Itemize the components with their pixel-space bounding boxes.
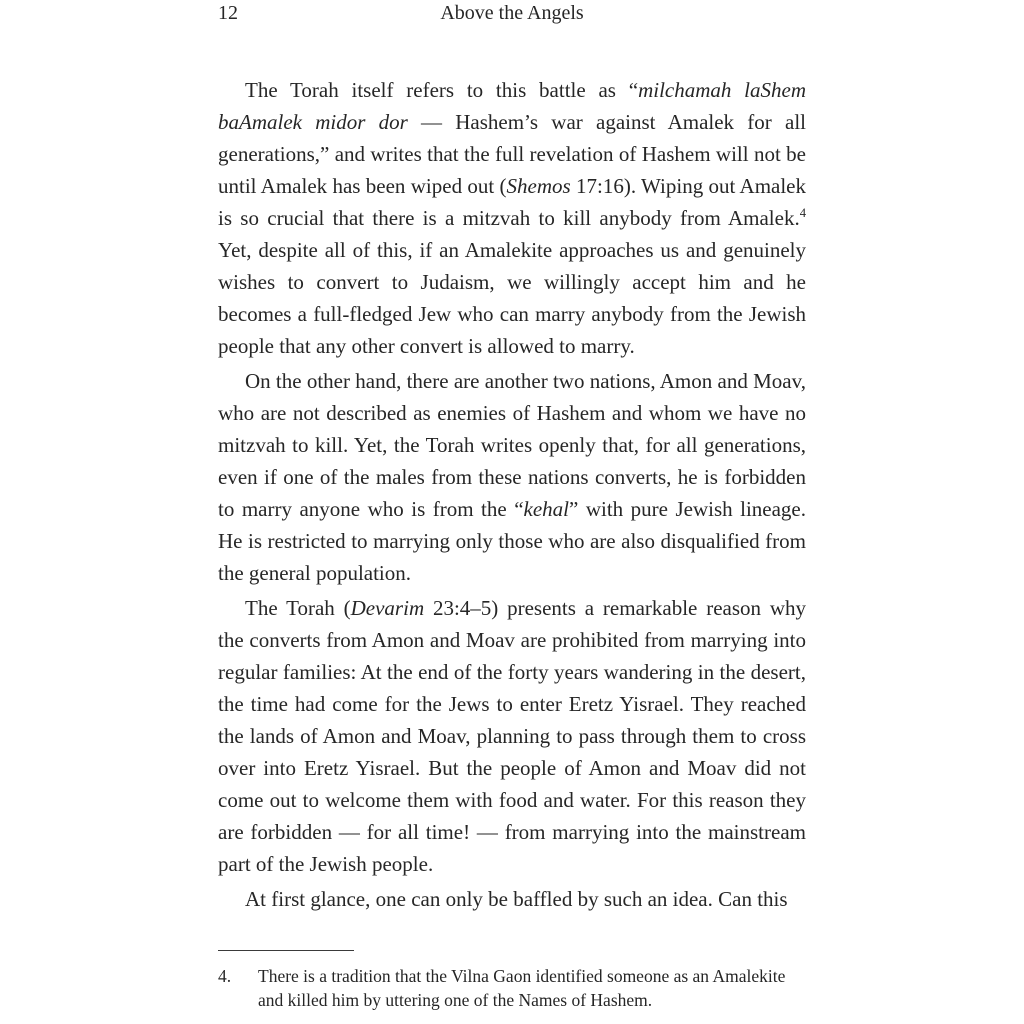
text-run: Devarim bbox=[350, 596, 425, 620]
text-run: Yet, despite all of this, if an Amalekite approaches us and genuinely wishes to convert to Judaism, we willingly accept him and he becomes a full-fledged Jew who can marry anybody from the Jewish people that any other convert is allowed to marry. bbox=[218, 238, 806, 358]
footnote-separator-rule bbox=[218, 950, 354, 951]
footnote bbox=[218, 964, 806, 1012]
footnote-reference: 4 bbox=[799, 206, 806, 220]
paragraph bbox=[218, 74, 806, 362]
text-run: ” with pure Jewish lineage. He is restricted to marrying only those who are also disqualified from the general population. bbox=[218, 497, 806, 585]
text-run: The Torah itself refers to this battle as “ bbox=[245, 78, 639, 102]
footnote-text bbox=[258, 964, 806, 1012]
footnote-area bbox=[218, 950, 806, 1012]
paragraph bbox=[218, 365, 806, 589]
text-run: Shemos bbox=[506, 174, 571, 198]
text-run: The Torah ( bbox=[245, 596, 351, 620]
paragraph bbox=[218, 883, 806, 915]
paragraph bbox=[218, 592, 806, 880]
text-run: On the other hand, there are another two nations, Amon and Moav, who are not described as enemies of Hashem and whom we have no mitzvah to kill. Yet, the Torah writes openly that, for all generations, even if one of the males from these nations converts, he is forbidden to marry anyone who is from the “ bbox=[218, 369, 806, 521]
text-run: There is a tradition that the Vilna Gaon identified someone as an Amalekite and killed him by uttering one of the Names of Hashem. bbox=[258, 966, 786, 1010]
text-run: 17:16). Wiping out Amalek is so crucial that there is a mitzvah to kill anybody from Amalek. bbox=[218, 174, 807, 230]
text-run: — Hashem’s war against Amalek for all generations,” and writes that the full revelation of Hashem will not be until Amalek has been wiped out ( bbox=[218, 110, 806, 198]
text-run: At first glance, one can only be baffled by such an idea. Can this bbox=[245, 887, 788, 911]
page-number: 12 bbox=[218, 2, 238, 24]
text-run: 23:4–5) presents a remarkable reason why the converts from Amon and Moav are prohibited from marrying into regular families: At the end of the forty years wandering in the desert, the time had come for the Jews to enter Eretz Yisrael. They reached the lands of Amon and Moav, planning to pass through them to cross over into Eretz Yisrael. But the people of Amon and Moav did not come out to welcome them with food and water. For this reason they are forbidden — for all time! — from marrying into the mainstream part of the Jewish people. bbox=[218, 596, 807, 876]
running-title: Above the Angels bbox=[440, 2, 584, 24]
text-run: milchamah laShem baAmalek midor dor bbox=[218, 78, 806, 134]
body-text bbox=[218, 74, 806, 918]
footnote-marker: 4. bbox=[218, 966, 232, 986]
text-run: kehal bbox=[523, 497, 570, 521]
page-header bbox=[218, 1, 806, 27]
